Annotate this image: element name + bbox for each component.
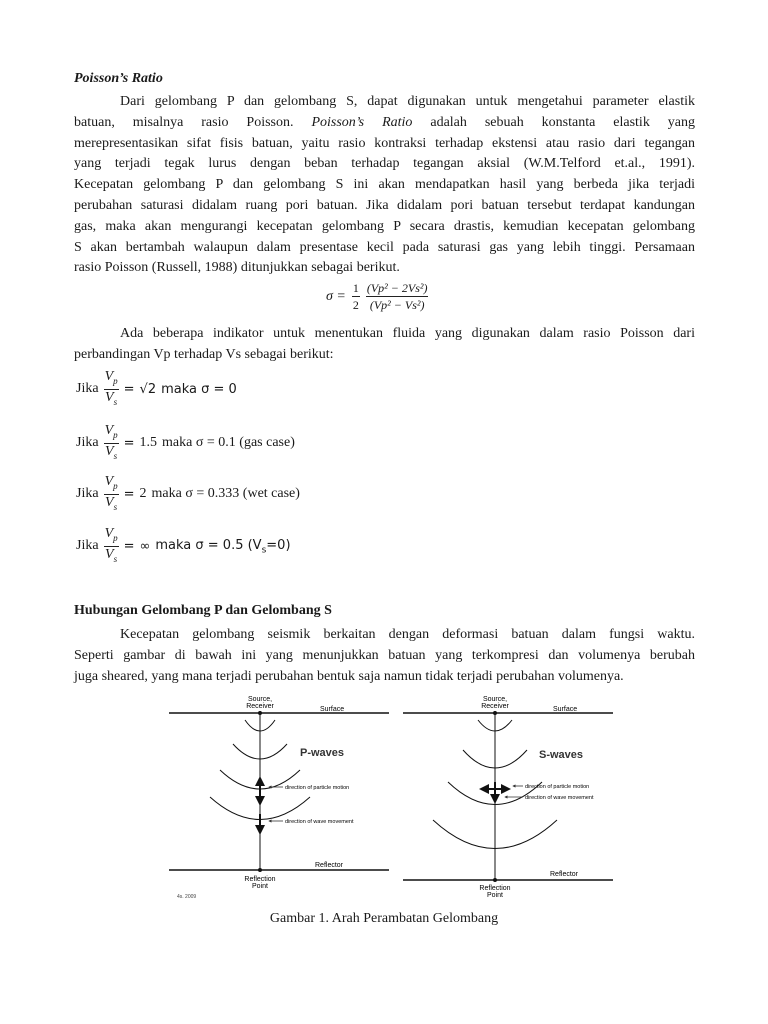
text-line: batuan, misalnya rasio Poisson. [74,114,312,130]
figure-caption: Gambar 1. Arah Perambatan Gelombang [269,911,499,926]
source-point-right [493,711,497,715]
condition-result: maka σ = 0 [161,381,237,397]
text-line: Kecepatan gelombang seismik berkaitan dengan deformasi batuan dalam fungsi waktu. [120,627,695,642]
fraction-denominator: V [105,389,114,405]
condition-row [76,474,300,514]
text-line: gas, maka akan mengurangi kecepatan gelombang P secara drastis, kemudian kecepatan gelombang [74,218,695,234]
fraction-denominator: V [105,443,114,459]
source-label-right: Source, [482,696,508,703]
formula-lhs: σ = [326,288,346,304]
receiver-label-left: Receiver [246,703,274,710]
condition-row [76,526,291,566]
condition-result: maka σ = 0.1 (gas case) [162,435,295,451]
text-line: Kecepatan gelombang P dan gelombang S ini akan mendapatkan hasil yang berbeda jika terjadi [74,177,695,193]
reflection-label-right: Reflection [479,885,511,892]
subscript-s: s [113,450,118,461]
fraction-numerator: V [104,423,114,438]
text-line: rasio Poisson (Russell, 1988) ditunjukkan sebagai berikut. [74,260,400,276]
fraction-numerator: V [104,526,114,541]
equals-sign: = [123,538,135,554]
s-waves-panel [403,696,613,899]
subscript-p: p [113,375,118,386]
jika-label: Jika [76,538,99,554]
subscript-s: s [113,553,118,564]
jika-label: Jika [76,486,99,502]
subscript-s: s [261,545,267,556]
text-line: Dari gelombang P dan gelombang S, dapat digunakan untuk mengetahui parameter elastik [120,94,695,109]
text-line: perubahan saturasi didalam ruang pori batuan. Jika didalam pori batuan tersebut terdapat kandungan [74,197,695,213]
particle-motion-label-left: direction of particle motion [285,785,350,791]
text-line: adalah sebuah konstanta elastik yang [412,114,695,130]
reflection-point-left [258,868,262,872]
ratio-value: √2 [139,381,157,397]
ratio-value: ∞ [139,538,151,554]
vp-vs-fraction [104,526,119,567]
ratio-numerator: (Vp² − 2Vs²) [366,281,428,295]
equals-sign: = [123,486,135,502]
reflection-label-left: Reflection [244,876,276,883]
fraction-numerator: V [104,474,114,489]
condition-row [76,423,295,463]
wave-figure [165,692,615,904]
reflector-label-left: Reflector [315,862,344,869]
reflection-point-right [493,878,497,882]
condition-row [76,369,237,409]
jika-label: Jika [76,381,99,397]
text-line: juga sheared, yang mana terjadi perubahan bentuk saja namun tidak terjadi perubahan volumenya. [74,668,624,684]
section-heading-poissons-ratio: Poisson’s Ratio [74,71,163,86]
source-point-left [258,711,262,715]
condition-result: maka σ = 0.333 (wet case) [151,486,300,502]
result-tail: =0) [266,537,291,553]
ratio-value: 2 [139,486,147,502]
surface-label-right: Surface [553,706,578,713]
poisson-formula [326,280,476,316]
source-label-left: Source, [247,696,273,703]
subscript-s: s [113,501,118,512]
text-line: Ada beberapa indikator untuk menentukan fluida yang digunakan dalam rasio Poisson dari [120,326,695,341]
wave-diagram-svg [165,692,615,904]
vp-vs-fraction [104,474,119,515]
subscript-p: p [113,532,118,543]
subscript-p: p [113,480,118,491]
point-label-left: Point [252,883,268,890]
subscript-p: p [113,429,118,440]
vp-vs-fraction [104,423,119,464]
text-line: S akan bertambah walaupun dalam presentase kecil pada saturasi gas yang lebih tinggi. Persamaan [74,239,695,255]
half-denominator: 2 [352,298,359,312]
vp-vs-fraction [104,369,119,410]
section-heading-hubungan: Hubungan Gelombang P dan Gelombang S [74,603,332,618]
text-line: Seperti gambar di bawah ini yang menunjukkan batuan yang terkompresi dan volumenya berubah [74,647,695,663]
paragraph-indicator [74,324,695,366]
surface-label-left: Surface [320,706,345,713]
s-waves-label: S-waves [539,749,584,761]
ratio-value: 1.5 [139,435,158,451]
text-line: yang terjadi tegak lurus dengan beban terhadap tegangan aksial (W.M.Telford et.al., 1991). [74,156,695,172]
fraction-denominator: V [105,494,114,510]
italic-term: Poisson’s Ratio [311,114,413,130]
condition-result [155,538,290,556]
half-numerator: 1 [352,281,359,295]
figure-credit: 4s. 2009 [177,894,197,900]
receiver-label-right: Receiver [481,703,509,710]
formula-half [352,280,360,313]
point-label-right: Point [487,892,503,899]
paragraph-hubungan [74,625,695,687]
reflector-label-right: Reflector [550,871,579,878]
p-waves-label: P-waves [300,747,345,759]
paragraph-poisson-intro [74,92,695,279]
equals-sign: = [123,381,135,397]
subscript-s: s [113,396,118,407]
wave-movement-label-right: direction of wave movement [525,795,594,801]
formula-ratio [366,280,429,313]
wave-movement-label-left: direction of wave movement [285,819,354,825]
text-line: merepresentasikan sifat fisis batuan, yaitu rasio kontraksi terhadap ekstensi atau rasio dari tegangan [74,135,695,151]
jika-label: Jika [76,435,99,451]
ratio-denominator: (Vp² − Vs²) [369,298,425,312]
equals-sign: = [123,435,135,451]
particle-motion-label-right: direction of particle motion [525,784,590,790]
p-waves-panel [169,696,389,900]
result-text: maka σ = 0.5 (V [155,537,262,553]
fraction-denominator: V [105,546,114,562]
text-line: perbandingan Vp terhadap Vs sebagai berikut: [74,346,334,362]
fraction-numerator: V [104,369,114,384]
